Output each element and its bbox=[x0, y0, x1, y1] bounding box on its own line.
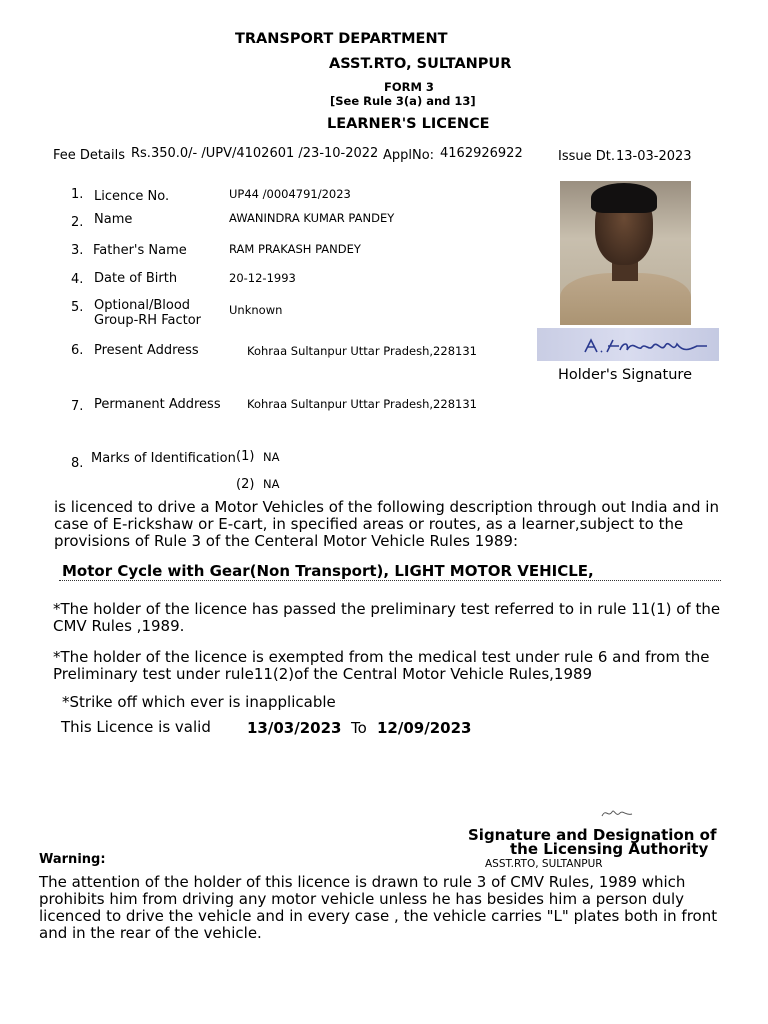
issue-date-value: 13-03-2023 bbox=[616, 149, 692, 164]
field-number: 2. bbox=[71, 215, 84, 230]
marks-identification-label: Marks of Identification bbox=[91, 451, 236, 466]
fathers-name-label: Father's Name bbox=[93, 243, 187, 258]
document-title: LEARNER'S LICENCE bbox=[327, 116, 490, 132]
authority-title-line2: the Licensing Authority bbox=[510, 840, 709, 858]
department-title: TRANSPORT DEPARTMENT bbox=[235, 31, 448, 47]
licence-no-value: UP44 /0004791/2023 bbox=[229, 187, 351, 201]
field-number: 4. bbox=[71, 272, 84, 287]
strike-off-note: *Strike off which ever is inapplicable bbox=[62, 693, 336, 711]
valid-from-date: 13/03/2023 bbox=[247, 719, 342, 737]
photo-hair bbox=[591, 183, 657, 213]
mark-1-value: NA bbox=[263, 450, 280, 464]
authority-title-line1: Signature and Designation of bbox=[468, 826, 717, 844]
field-number: 8. bbox=[71, 456, 84, 471]
blood-group-label-line2: Group-RH Factor bbox=[94, 313, 202, 328]
field-number: 5. bbox=[71, 300, 84, 315]
validity-to-label: To bbox=[351, 719, 367, 737]
present-address-value: Kohraa Sultanpur Uttar Pradesh,228131 bbox=[247, 344, 477, 358]
appl-no-value: 4162926922 bbox=[440, 146, 523, 161]
blood-group-value: Unknown bbox=[229, 303, 283, 317]
field-number: 1. bbox=[71, 187, 84, 202]
appl-no-label: ApplNo: bbox=[383, 148, 435, 163]
licence-description: is licenced to drive a Motor Vehicles of the following description through out India and in case of E-rickshaw or E-cart, in specified areas or routes, as a learner,subject to the provisions of Rule 3 of the Centeral Motor Vehicle Rules 1989: bbox=[54, 498, 719, 550]
mark-1-number: (1) bbox=[236, 449, 255, 464]
holder-signature-label: Holder's Signature bbox=[558, 367, 692, 383]
field-number: 3. bbox=[71, 243, 84, 258]
valid-to-date: 12/09/2023 bbox=[377, 719, 472, 737]
vehicle-class: Motor Cycle with Gear(Non Transport), LIGHT MOTOR VEHICLE, bbox=[62, 562, 594, 580]
mark-2-value: NA bbox=[263, 477, 280, 491]
fee-details-label: Fee Details bbox=[53, 148, 125, 163]
fathers-name-value: RAM PRAKASH PANDEY bbox=[229, 242, 361, 256]
licence-no-label: Licence No. bbox=[94, 189, 170, 204]
warning-label: Warning: bbox=[39, 852, 106, 867]
permanent-address-label: Permanent Address bbox=[94, 397, 221, 412]
permanent-address-value: Kohraa Sultanpur Uttar Pradesh,228131 bbox=[247, 397, 477, 411]
holder-photo bbox=[560, 181, 691, 325]
present-address-label: Present Address bbox=[94, 343, 199, 358]
name-label: Name bbox=[94, 212, 133, 227]
dotted-divider bbox=[59, 580, 721, 581]
office-title: ASST.RTO, SULTANPUR bbox=[329, 56, 512, 72]
mark-2-number: (2) bbox=[236, 477, 255, 492]
validity-label: This Licence is valid bbox=[61, 718, 211, 736]
issue-date-label: Issue Dt. bbox=[558, 149, 615, 164]
blood-group-label: Optional/Blood bbox=[94, 298, 191, 313]
signature-scribble-icon bbox=[537, 328, 719, 361]
warning-text: The attention of the holder of this licence is drawn to rule 3 of CMV Rules, 1989 which prohibits him from driving any motor vehicle unless he has besides him a person duly licenced to drive the vehicle and in every case , the vehicle carries "L" plates both in front and in the rear of the vehicle. bbox=[39, 873, 718, 942]
authority-office: ASST.RTO, SULTANPUR bbox=[485, 858, 603, 870]
rule-reference: [See Rule 3(a) and 13] bbox=[330, 94, 476, 108]
note-medical-exemption: *The holder of the licence is exempted from the medical test under rule 6 and from the Preliminary test under rule11(2)of the Central Motor Vehicle Rules,1989 bbox=[53, 648, 710, 683]
dob-value: 20-12-1993 bbox=[229, 271, 296, 285]
field-number: 6. bbox=[71, 343, 84, 358]
authority-signature-icon bbox=[598, 804, 638, 822]
dob-label: Date of Birth bbox=[94, 271, 178, 286]
holder-signature-image bbox=[537, 328, 719, 361]
fee-details-value: Rs.350.0/- /UPV/4102601 /23-10-2022 bbox=[131, 146, 379, 161]
form-number: FORM 3 bbox=[384, 80, 434, 94]
field-number: 7. bbox=[71, 399, 84, 414]
name-value: AWANINDRA KUMAR PANDEY bbox=[229, 211, 395, 225]
note-preliminary-test: *The holder of the licence has passed the preliminary test referred to in rule 11(1) of the CMV Rules ,1989. bbox=[53, 600, 721, 635]
